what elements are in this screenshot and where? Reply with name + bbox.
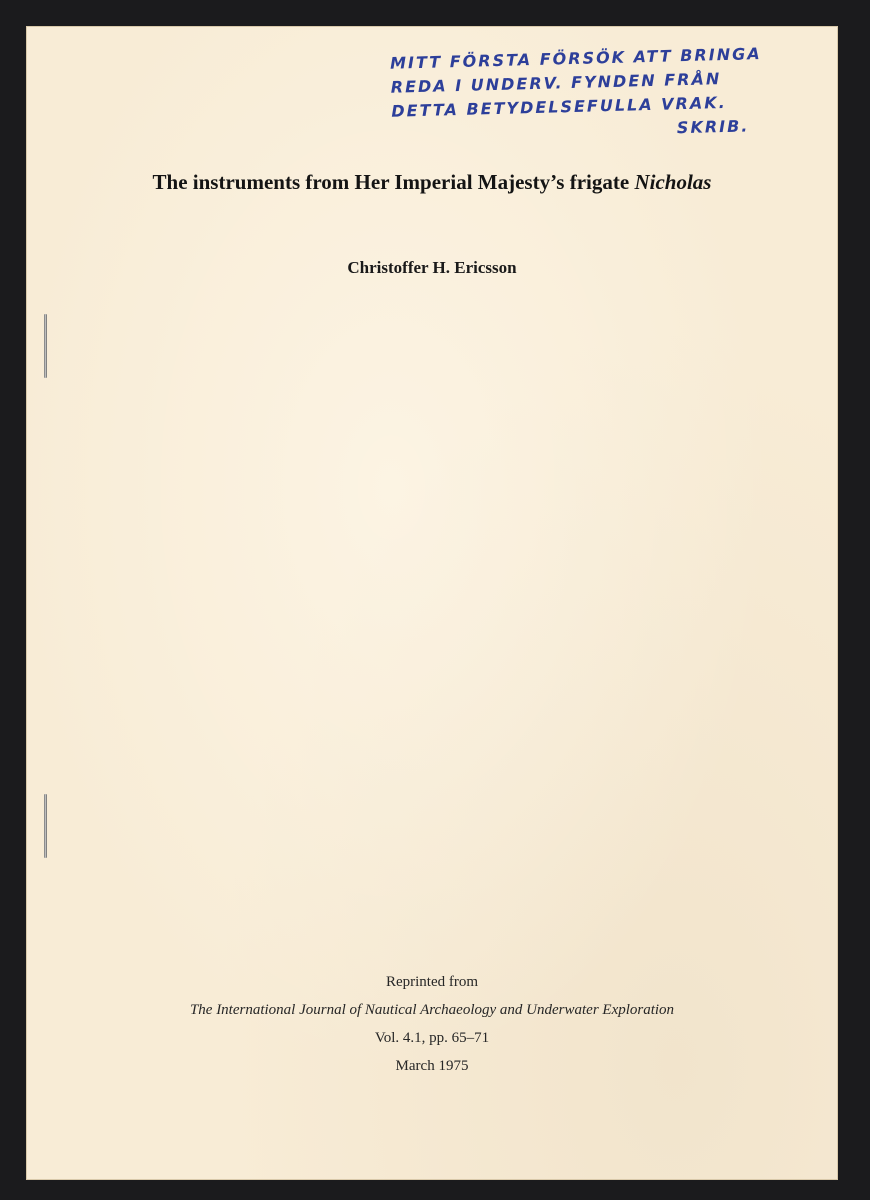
handwritten-line-3: DETTA BETYDELSEFULLA VRAK. (391, 92, 727, 121)
staple-top (44, 314, 47, 378)
reprint-info (26, 968, 838, 1080)
handwritten-line-1: MITT FÖRSTA FÖRSÖK ATT BRINGA (389, 44, 762, 73)
reprint-intro: Reprinted from (385, 974, 479, 990)
handwritten-signature: SKRIB. (676, 116, 750, 138)
staple-bottom (44, 794, 47, 858)
author-name: Christoffer H. Ericsson (347, 258, 517, 277)
title-ship-name: Nicholas (634, 170, 712, 194)
volume-pages: Vol. 4.1, pp. 65–71 (374, 1030, 490, 1046)
document-title (26, 170, 838, 195)
handwritten-line-2: REDA I UNDERV. FYNDEN FRÅN (390, 69, 722, 97)
journal-name: The International Journal of Nautical Archaeology and Underwater Exploration (189, 1002, 675, 1018)
document-page (26, 26, 838, 1180)
handwritten-note (390, 40, 832, 147)
publication-date: March 1975 (395, 1058, 469, 1074)
title-main: The instruments from Her Imperial Majesty’s frigate (152, 170, 630, 194)
